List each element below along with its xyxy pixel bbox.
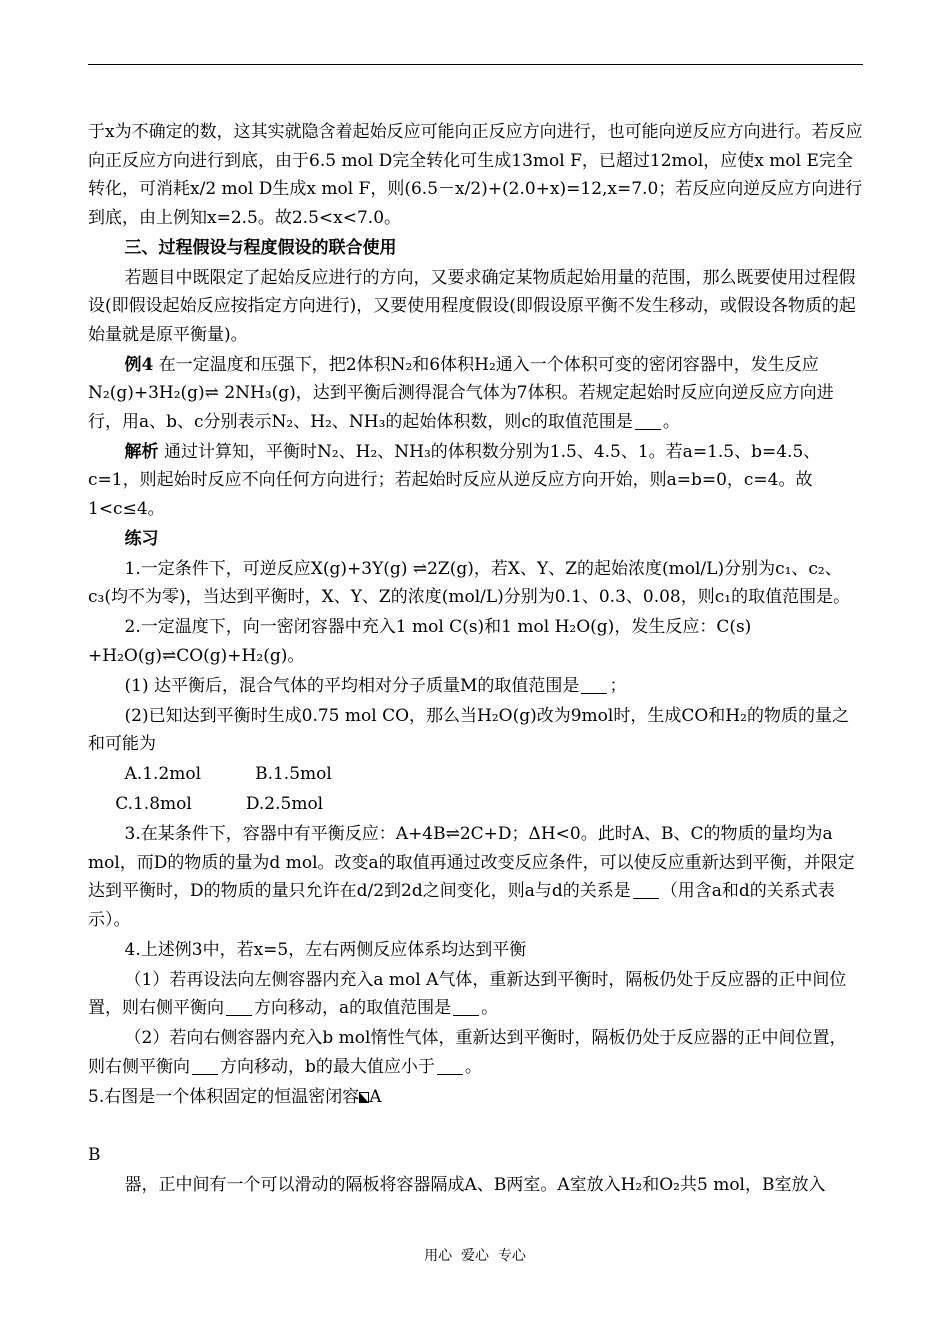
- question-text: (1) 达平衡后，混合气体的平均相对分子质量M的取值范围是: [124, 675, 580, 696]
- example-label: 例4: [124, 354, 154, 375]
- question-text: （2）若向右侧容器内充入b mol惰性气体，重新达到平衡时，隔板仍处于反应器的正中间位置，则右侧平衡向: [88, 1028, 847, 1077]
- punctuation: 。: [481, 998, 499, 1018]
- answer-blank: [633, 880, 659, 899]
- paragraph-method: 若题目中既限定了起始反应进行的方向，又要求确定某物质起始用量的范围，那么既要使用过程假设(即假设起始反应按指定方向进行)，又要使用程度假设(即假设原平衡不发生移动，或假设各物质的起始量就是原平衡量)。: [88, 267, 856, 345]
- diagram-label-a: A: [369, 1086, 382, 1107]
- question-text: 方向移动，a的取值范围是: [254, 998, 452, 1018]
- analysis: [88, 438, 863, 524]
- punctuation: ；: [609, 675, 627, 696]
- punctuation: 。: [464, 1056, 482, 1077]
- answer-blank: [635, 411, 661, 430]
- question-1: 1.一定条件下，可逆反应X(g)+3Y(g) ⇌2Z(g)，若X、Y、Z的起始浓度(mol/L)分别为c₁、c₂、c₃(均不为零)，当达到平衡时，X、Y、Z的浓度(mol/L)分别为0.1、0.3、0.08，则c₁的取值范围是。: [88, 558, 851, 607]
- question-text: 方向移动，b的最大值应小于: [220, 1056, 435, 1077]
- header-rule: [88, 64, 863, 65]
- question-3: [88, 820, 863, 934]
- question-4-part-2: [88, 1024, 863, 1081]
- question-2: 2.一定温度下，向一密闭容器中充入1 mol C(s)和1 mol H₂O(g)，发生反应：C(s) +H₂O(g)⇌CO(g)+H₂(g)。: [88, 617, 752, 666]
- practice-heading: 练习: [124, 528, 159, 549]
- analysis-label: 解析: [124, 441, 159, 462]
- options-cd: C.1.8mol D.2.5mol: [115, 794, 324, 814]
- question-2-part-1: [88, 672, 863, 701]
- question-text: 5.右图是一个体积固定的恒温密闭容: [88, 1086, 360, 1107]
- question-5-continuation: 器，正中间有一个可以滑动的隔板将容器隔成A、B两室。A室放入H₂和O₂共5 mol，B室放入: [124, 1174, 826, 1195]
- answer-blank: [453, 997, 479, 1016]
- question-text-end: （用含a和d的关系式表示）。: [88, 881, 835, 930]
- diagram-label-b: B: [88, 1144, 101, 1165]
- answer-blank: [581, 675, 607, 694]
- answer-blank: [437, 1056, 463, 1075]
- example-text: 在一定温度和压强下，把2体积N₂和6体积H₂通入一个体积可变的密闭容器中，发生反应N₂(g)+3H₂(g)⇌ 2NH₃(g)，达到平衡后测得混合气体为7体积。若规定起始时反应向逆反应方向进行，用a、b、c分别表示N₂、H₂、NH₃的起始体积数，则c的取值范围是: [88, 354, 834, 432]
- spacer: [88, 1113, 863, 1141]
- question-5: [88, 1083, 863, 1112]
- paragraph-continuation: 于x为不确定的数，这其实就隐含着起始反应可能向正反应方向进行，也可能向逆反应方向进行。若反应向正反应方向进行到底，由于6.5 mol D完全转化可生成13mol F，已超过12mol，应使x mol E完全转化，可消耗x/2 mol D生成x mol F，则(6.5－x/2)+(2.0+x)=12,x=7.0；若反应向逆反应方向进行到底，由上例知x=2.5。故2.5<x<7.0。: [88, 122, 863, 228]
- page-footer: 用心 爱心 专心: [424, 1248, 526, 1264]
- example-4: [88, 351, 863, 437]
- question-text: 3.在某条件下，容器中有平衡反应：A+4B⇌2C+D；ΔH<0。此时A、B、C的物质的量均为a mol，而D的物质的量为d mol。改变a的取值再通过改变反应条件，可以使反应重新达到平衡，并限定达到平衡时，D的物质的量只允许在d/2到2d之间变化，则a与d的关系是: [88, 824, 855, 901]
- punctuation: 。: [662, 411, 680, 432]
- answer-blank: [226, 997, 252, 1016]
- diagram-placeholder-icon: [359, 1092, 369, 1103]
- question-2-part-2: (2)已知达到平衡时生成0.75 mol CO，那么当H₂O(g)改为9mol时，生成CO和H₂的物质的量之和可能为: [88, 705, 849, 754]
- document-body: [88, 118, 863, 1201]
- question-4: 4.上述例3中，若x=5，左右两侧反应体系均达到平衡: [124, 939, 527, 960]
- options-ab: A.1.2mol B.1.5mol: [124, 764, 332, 784]
- analysis-text: 通过计算知，平衡时N₂、H₂、NH₃的体积数分别为1.5、4.5、1。若a=1.5、b=4.5、c=1，则起始时反应不向任何方向进行；若起始时反应从逆反应方向开始，则a=b=0，c=4。故1<c≤4。: [88, 441, 821, 519]
- section-title: 三、过程假设与程度假设的联合使用: [124, 237, 397, 258]
- question-text: （1）若再设法向左侧容器内充入a mol A气体，重新达到平衡时，隔板仍处于反应器的正中间位置，则右侧平衡向: [88, 969, 847, 1018]
- answer-blank: [192, 1056, 218, 1075]
- question-4-part-1: [88, 966, 863, 1023]
